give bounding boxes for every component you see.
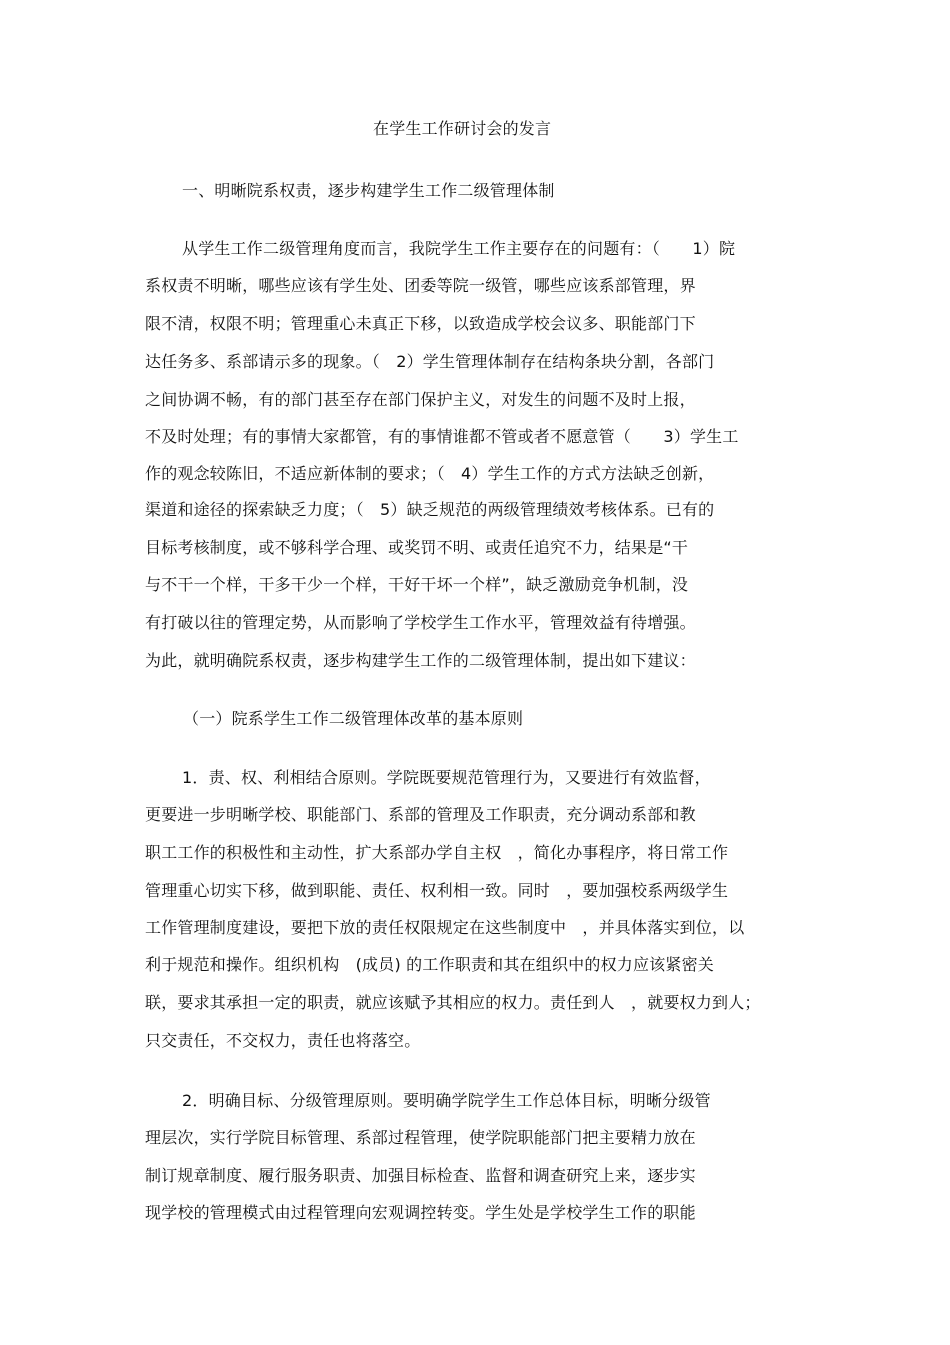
paragraph-line: 渠道和途径的探索缺乏力度；（ 5）缺乏规范的两级管理绩效考核体系。已有的 — [145, 500, 715, 519]
paragraph-line: 目标考核制度，或不够科学合理、或奖罚不明、或责任追究不力，结果是“干 — [145, 538, 689, 557]
paragraph-line: 只交责任，不交权力，责任也将落空。 — [145, 1031, 421, 1050]
paragraph-line: 限不清，权限不明；管理重心未真正下移，以致造成学校会议多、职能部门下 — [145, 314, 696, 333]
paragraph-line: 管理重心切实下移，做到职能、责任、权利相一致。同时 ，要加强校系两级学生 — [145, 881, 729, 900]
paragraph-line: 有打破以往的管理定势，从而影响了学校学生工作水平，管理效益有待增强。 — [145, 613, 696, 632]
paragraph-line: 工作管理制度建设，要把下放的责任权限规定在这些制度中 ，并具体落实到位，以 — [145, 918, 745, 937]
paragraph-line: 作的观念较陈旧，不适应新体制的要求；（ 4）学生工作的方式方法缺乏创新， — [145, 464, 715, 483]
paragraph-line: 职工工作的积极性和主动性，扩大系部办学自主权 ，简化办事程序，将日常工作 — [145, 843, 729, 862]
section-heading-1: 一、明晰院系权责，逐步构建学生工作二级管理体制 — [182, 181, 555, 200]
paragraph-line: 利于规范和操作。组织机构 (成员) 的工作职责和其在组织中的权力应该紧密关 — [145, 955, 714, 974]
paragraph-line: 不及时处理；有的事情大家都管，有的事情谁都不管或者不愿意管（ 3）学生工 — [145, 427, 739, 446]
paragraph-line: 理层次，实行学院目标管理、系部过程管理，使学院职能部门把主要精力放在 — [145, 1128, 696, 1147]
paragraph-line: 现学校的管理模式由过程管理向宏观调控转变。学生处是学校学生工作的职能 — [145, 1203, 696, 1222]
paragraph-line: 与不干一个样，干多干少一个样，干好干坏一个样”，缺乏激励竞争机制，没 — [145, 575, 689, 594]
paragraph-line: 制订规章制度、履行服务职责、加强目标检查、监督和调查研究上来，逐步实 — [145, 1166, 696, 1185]
paragraph-line: 联，要求其承担一定的职责，就应该赋予其相应的权力。责任到人 ，就要权力到人； — [145, 993, 761, 1012]
subsection-heading-1: （一）院系学生工作二级管理体改革的基本原则 — [183, 709, 524, 728]
paragraph-line: 达任务多、系部请示多的现象。（ 2）学生管理体制存在结构条块分割，各部门 — [145, 352, 715, 371]
document-title: 在学生工作研讨会的发言 — [373, 119, 552, 138]
paragraph-line: 之间协调不畅，有的部门甚至存在部门保护主义，对发生的问题不及时上报， — [145, 390, 696, 409]
paragraph-line: 从学生工作二级管理角度而言，我院学生工作主要存在的问题有：（ 1）院 — [182, 239, 736, 258]
paragraph-line: 1．责、权、利相结合原则。学院既要规范管理行为，又要进行有效监督， — [182, 768, 711, 787]
paragraph-line: 更要进一步明晰学校、职能部门、系部的管理及工作职责，充分调动系部和教 — [145, 805, 696, 824]
paragraph-line: 为此，就明确院系权责，逐步构建学生工作的二级管理体制，提出如下建议： — [145, 651, 696, 670]
paragraph-line: 系权责不明晰，哪些应该有学生处、团委等院一级管，哪些应该系部管理，界 — [145, 276, 696, 295]
paragraph-line: 2．明确目标、分级管理原则。要明确学院学生工作总体目标，明晰分级管 — [182, 1091, 711, 1110]
